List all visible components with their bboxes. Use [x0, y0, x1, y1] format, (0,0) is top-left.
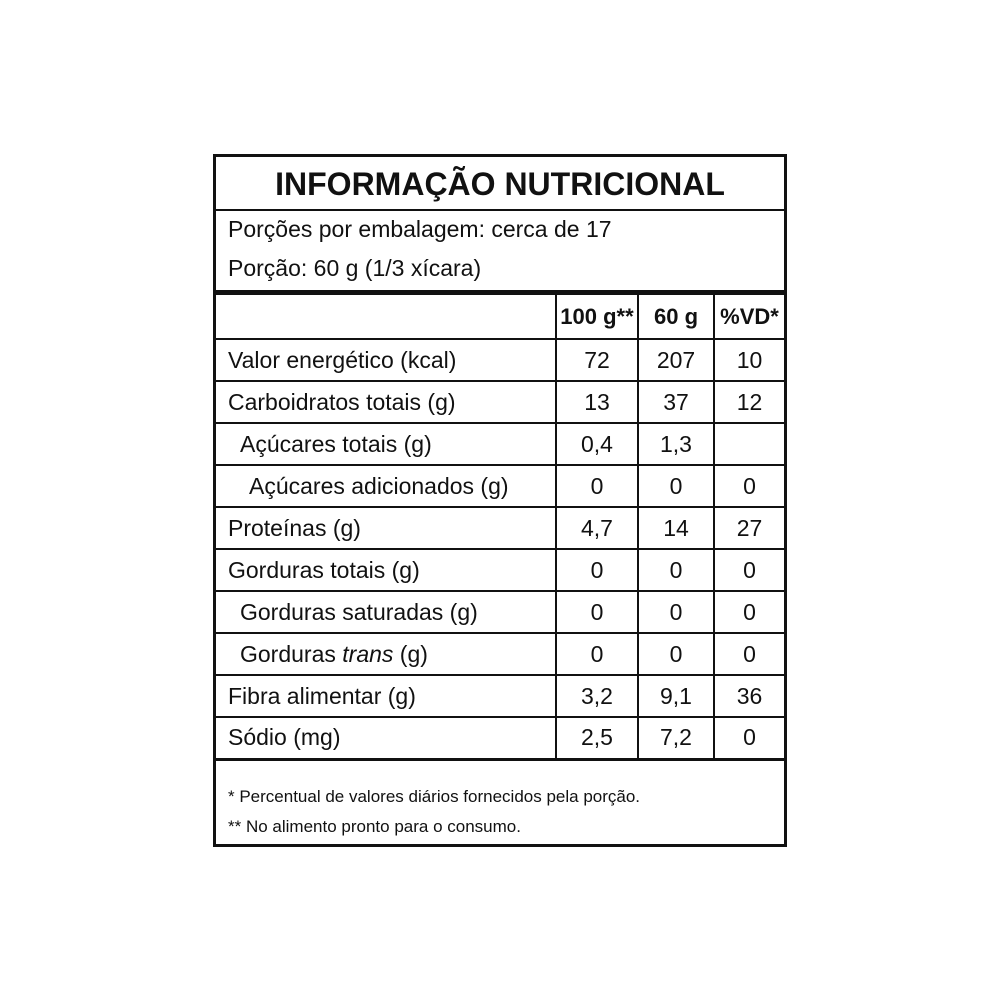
nutrient-name-suffix: (g): [393, 640, 428, 667]
table-row: [216, 507, 784, 549]
table-row: [216, 633, 784, 675]
value-portion: 0: [638, 549, 714, 591]
value-portion: 207: [638, 339, 714, 381]
table-row: [216, 339, 784, 381]
value-100g: 0: [556, 633, 638, 675]
column-header-portion: 60 g: [638, 295, 714, 339]
value-daily: 27: [714, 507, 784, 549]
label-title: INFORMAÇÃO NUTRICIONAL: [216, 157, 784, 211]
table-header-row: [216, 295, 784, 339]
value-100g: 13: [556, 381, 638, 423]
nutrient-name: Proteínas (g): [216, 507, 556, 549]
value-portion: 14: [638, 507, 714, 549]
table-row: [216, 717, 784, 759]
nutrition-table: [216, 295, 784, 761]
value-100g: 72: [556, 339, 638, 381]
footnote-daily-value: * Percentual de valores diários fornecidos pela porção.: [228, 787, 641, 806]
header-blank-cell: [216, 295, 556, 339]
footnote-ready-to-eat: ** No alimento pronto para o consumo.: [228, 817, 521, 836]
value-portion: 0: [638, 633, 714, 675]
table-row: [216, 423, 784, 465]
value-portion: 0: [638, 465, 714, 507]
value-portion: 9,1: [638, 675, 714, 717]
nutrient-name: Carboidratos totais (g): [216, 381, 556, 423]
value-portion: 0: [638, 591, 714, 633]
nutrient-name-italic: trans: [342, 640, 394, 667]
nutrient-name: Fibra alimentar (g): [216, 675, 556, 717]
table-row: [216, 381, 784, 423]
nutrition-facts-label: [213, 154, 787, 847]
portions-per-package: Porções por embalagem: cerca de 17: [228, 216, 612, 242]
value-100g: 4,7: [556, 507, 638, 549]
column-header-daily-value: %VD*: [714, 295, 784, 339]
nutrient-name-prefix: Gorduras: [240, 640, 343, 667]
value-daily: 36: [714, 675, 784, 717]
value-100g: 0: [556, 591, 638, 633]
footnotes: [228, 782, 640, 842]
value-daily: 12: [714, 381, 784, 423]
value-portion: 1,3: [638, 423, 714, 465]
table-row: [216, 549, 784, 591]
column-header-100g: 100 g**: [556, 295, 638, 339]
portion-size: Porção: 60 g (1/3 xícara): [228, 255, 482, 281]
value-100g: 0: [556, 549, 638, 591]
nutrient-name: Açúcares adicionados (g): [216, 465, 556, 507]
value-daily: 0: [714, 717, 784, 759]
value-100g: 2,5: [556, 717, 638, 759]
value-daily: 10: [714, 339, 784, 381]
table-row: [216, 591, 784, 633]
table-row: [216, 675, 784, 717]
nutrient-name: Gorduras saturadas (g): [216, 591, 556, 633]
value-daily: 0: [714, 549, 784, 591]
value-daily: 0: [714, 465, 784, 507]
value-daily: [714, 423, 784, 465]
nutrient-name: Gorduras totais (g): [216, 549, 556, 591]
value-100g: 3,2: [556, 675, 638, 717]
value-daily: 0: [714, 633, 784, 675]
nutrient-name: Sódio (mg): [216, 717, 556, 759]
nutrient-name: Valor energético (kcal): [216, 339, 556, 381]
table-row: [216, 465, 784, 507]
value-portion: 7,2: [638, 717, 714, 759]
value-100g: 0,4: [556, 423, 638, 465]
value-portion: 37: [638, 381, 714, 423]
nutrient-name: [216, 633, 556, 675]
value-100g: 0: [556, 465, 638, 507]
nutrient-name: Açúcares totais (g): [216, 423, 556, 465]
value-daily: 0: [714, 591, 784, 633]
